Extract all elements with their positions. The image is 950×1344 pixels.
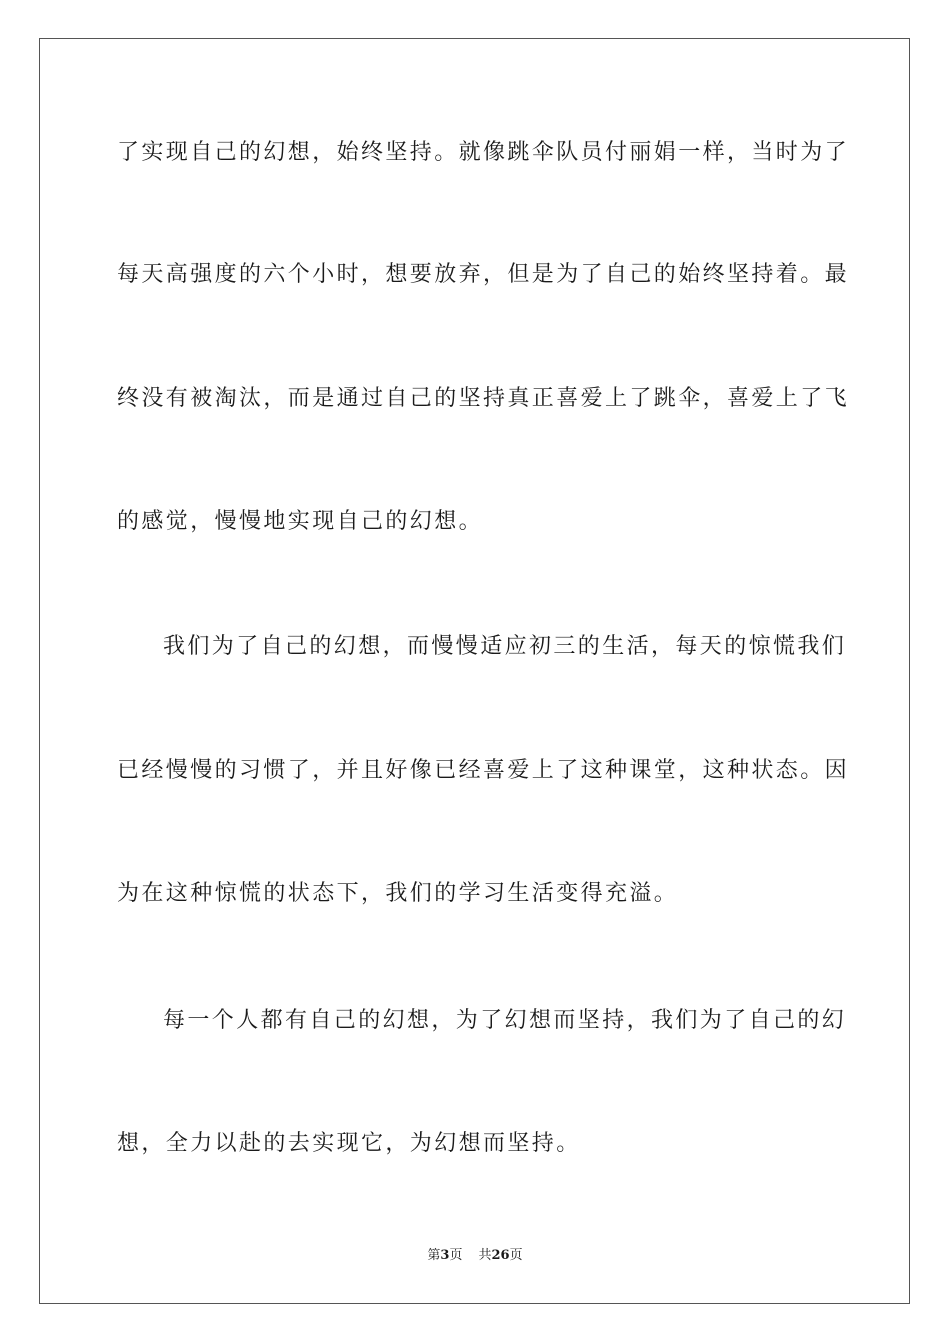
paragraph-2-line-3: 为在这种惊慌的状态下，我们的学习生活变得充溢。 [117, 881, 679, 906]
footer-page-suffix: 页 [449, 1248, 463, 1263]
footer-total-pages: 26 [491, 1248, 510, 1263]
page-footer [0, 1247, 950, 1265]
paragraph-1-line-4: 的感觉，慢慢地实现自己的幻想。 [117, 509, 484, 534]
paragraph-3-line-1: 每一个人都有自己的幻想，为了幻想而坚持，我们为了自己的幻 [163, 1008, 847, 1033]
footer-page-number: 3 [440, 1248, 450, 1263]
footer-total-prefix: 共 [478, 1248, 492, 1263]
paragraph-2-line-1: 我们为了自己的幻想，而慢慢适应初三的生活，每天的惊慌我们 [163, 634, 847, 659]
paragraph-3-line-2: 想，全力以赴的去实现它，为幻想而坚持。 [117, 1131, 581, 1156]
footer-total-suffix: 页 [509, 1248, 523, 1263]
footer-page-prefix: 第 [427, 1248, 441, 1263]
paragraph-1-line-3: 终没有被淘汰，而是通过自己的坚持真正喜爱上了跳伞，喜爱上了飞 [117, 386, 850, 411]
paragraph-1-line-2: 每天高强度的六个小时，想要放弃，但是为了自己的始终坚持着。最 [117, 262, 850, 287]
paragraph-2-line-2: 已经慢慢的习惯了，并且好像已经喜爱上了这种课堂，这种状态。因 [117, 758, 850, 783]
page-frame [39, 38, 910, 1304]
paragraph-1-line-1: 了实现自己的幻想，始终坚持。就像跳伞队员付丽娟一样，当时为了 [117, 140, 850, 165]
